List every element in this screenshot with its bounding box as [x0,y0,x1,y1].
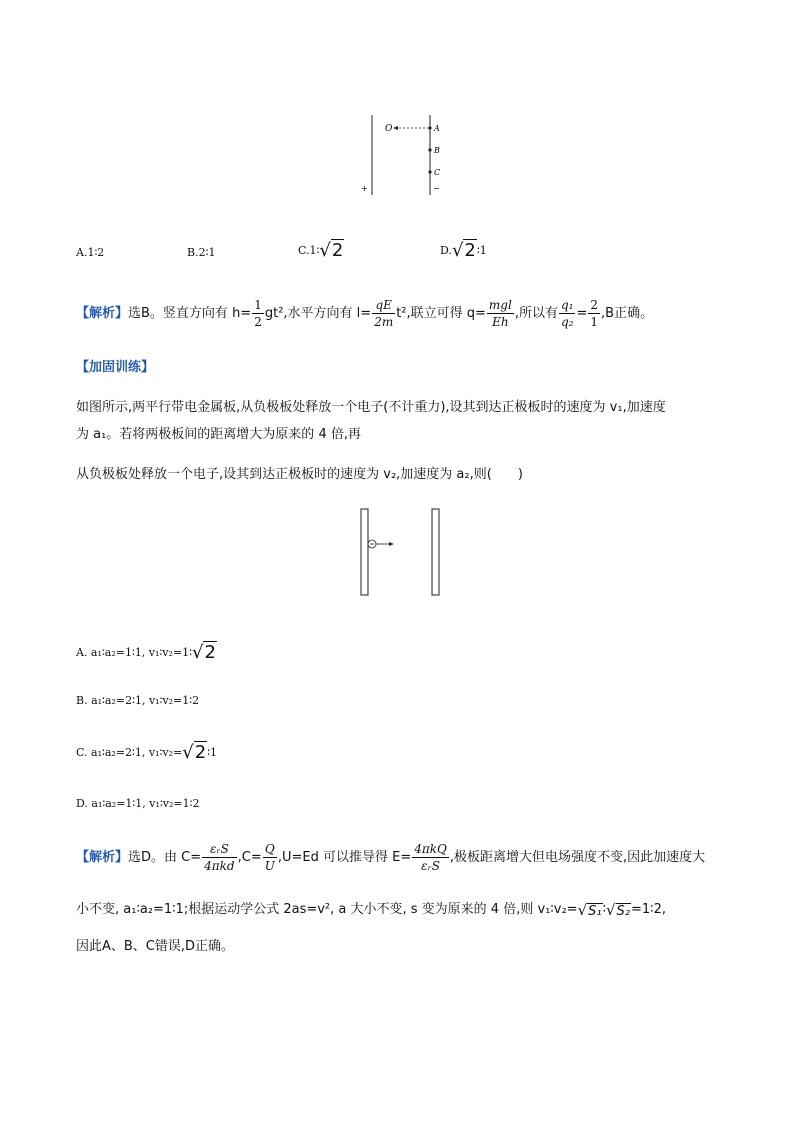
sqrt-icon: √S₂ [605,901,631,919]
q2-option-d: D. a₁∶a₂=1∶1, v₁∶v₂=1∶2 [76,797,200,810]
positive-plate [432,509,439,595]
analysis-1-text-1: 选B。竖直方向有 h= [128,306,252,321]
q2-option-c-text: C. a₁∶a₂=2∶1, v₁∶v₂= [76,746,183,759]
q1-option-c [298,240,344,261]
analysis-2-line-2 [76,900,666,922]
label-c: C [434,168,441,177]
analysis-1-text-2: gt²,水平方向有 l= [264,306,372,321]
sqrt-icon: √2 [192,642,216,663]
analysis-1-text-4: ,所以有 [514,306,558,321]
q1-option-d-suffix: ∶1 [476,244,487,257]
analysis-1-text-5: = [576,306,588,321]
q1-option-d-radicand: 2 [464,240,476,261]
analysis-2-text-2: ,C= [237,850,262,865]
radicand-s2: S₂ [616,904,631,919]
analysis-1 [76,294,653,334]
q1-option-b: B.2∶1 [187,246,216,259]
fraction-capacitance: $\frac{\text{εᵣS}}{\text{4πkd}}$ [204,842,235,873]
analysis-2-line-2-text-b: =1∶2, [631,902,666,917]
analysis-2-line-3: 因此A、B、C错误,D正确。 [76,939,235,954]
label-b: B [434,146,440,155]
radicand-s1: S₁ [588,904,602,919]
fraction-q-u: $\frac{Q}{U}$ [264,842,275,873]
reinforce-para-1: 如图所示,两平行带电金属板,从负极板处释放一个电子(不计重力),设其到达正极板时的速度为 v₁,加速度 [76,400,666,415]
fraction-field: $\frac{\text{4πkQ}}{\text{εᵣS}}$ [414,842,447,873]
analysis-1-text-3: t²,联立可得 q= [396,306,486,321]
label-o: O [385,124,393,134]
figure-parallel-plates [355,505,450,600]
figure-plates-oabc [355,110,455,200]
q2-option-b: B. a₁∶a₂=2∶1, v₁∶v₂=1∶2 [76,694,200,707]
fraction-mgl-eh: $\frac{\text{mgl}}{Eh}$ [488,298,512,329]
analysis-2-tag: 【解析】 [76,850,129,865]
q2-option-c [76,742,217,763]
fraction-1-2: $\frac{1}{2}$ [254,298,262,329]
analysis-1-text-6: ,B正确。 [601,306,654,321]
sqrt-icon: √2 [319,240,344,261]
analysis-1-tag: 【解析】 [76,306,129,321]
q2-option-c-radicand: 2 [194,742,207,763]
point-a [428,126,431,129]
label-minus: − [433,184,440,193]
sqrt-icon: √2 [182,742,207,763]
label-a: A [434,124,440,133]
analysis-2-text-3: ,U=Ed 可以推导得 E= [277,850,412,865]
q2-option-a [76,642,217,663]
sqrt-icon: √2 [451,240,476,261]
arrow-head [393,126,398,130]
q1-option-d [440,240,487,261]
sqrt-icon: √S₁ [577,901,602,919]
fraction-q1-q2: $\frac{\text{q₁}}{\text{q₂}}$ [560,298,574,329]
fraction-2-1: $\frac{2}{1}$ [590,298,599,329]
reinforce-heading: 【加固训练】 [76,360,155,375]
velocity-arrow-head [389,542,394,546]
reinforce-para-2: 为 a₁。若将两极板间的距离增大为原来的 4 倍,再 [76,427,361,442]
reinforce-para-3: 从负极板处释放一个电子,设其到达正极板时的速度为 v₂,加速度为 a₂,则( ) [76,467,523,482]
fraction-qe-2m: $\frac{qE}{2m}$ [374,298,394,329]
q1-option-c-radicand: 2 [331,240,344,261]
analysis-2-text-4: ,极板距离增大但电场强度不变,因此加速度大 [449,850,706,865]
ratio-separator: ∶ [602,902,606,917]
analysis-2-line-2-text-a: 小不变, a₁∶a₂=1∶1;根据运动学公式 2as=v², a 大小不变, s 变为原来的 4 倍,则 v₁∶v₂= [76,902,578,917]
analysis-2-line-1 [76,838,705,878]
q2-option-a-radicand: 2 [204,642,216,663]
q1-option-a: A.1∶2 [76,246,105,259]
label-plus: + [361,184,368,193]
point-c [428,170,431,173]
q2-option-a-text: A. a₁∶a₂=1∶1, v₁∶v₂=1∶ [76,646,192,659]
q1-option-c-prefix: C.1∶ [298,244,320,257]
point-b [428,148,431,151]
q1-option-d-prefix: D. [440,244,452,257]
analysis-2-text-1: 选D。由 C= [128,850,202,865]
q2-option-c-suffix: ∶1 [207,746,218,759]
negative-plate [361,509,368,595]
